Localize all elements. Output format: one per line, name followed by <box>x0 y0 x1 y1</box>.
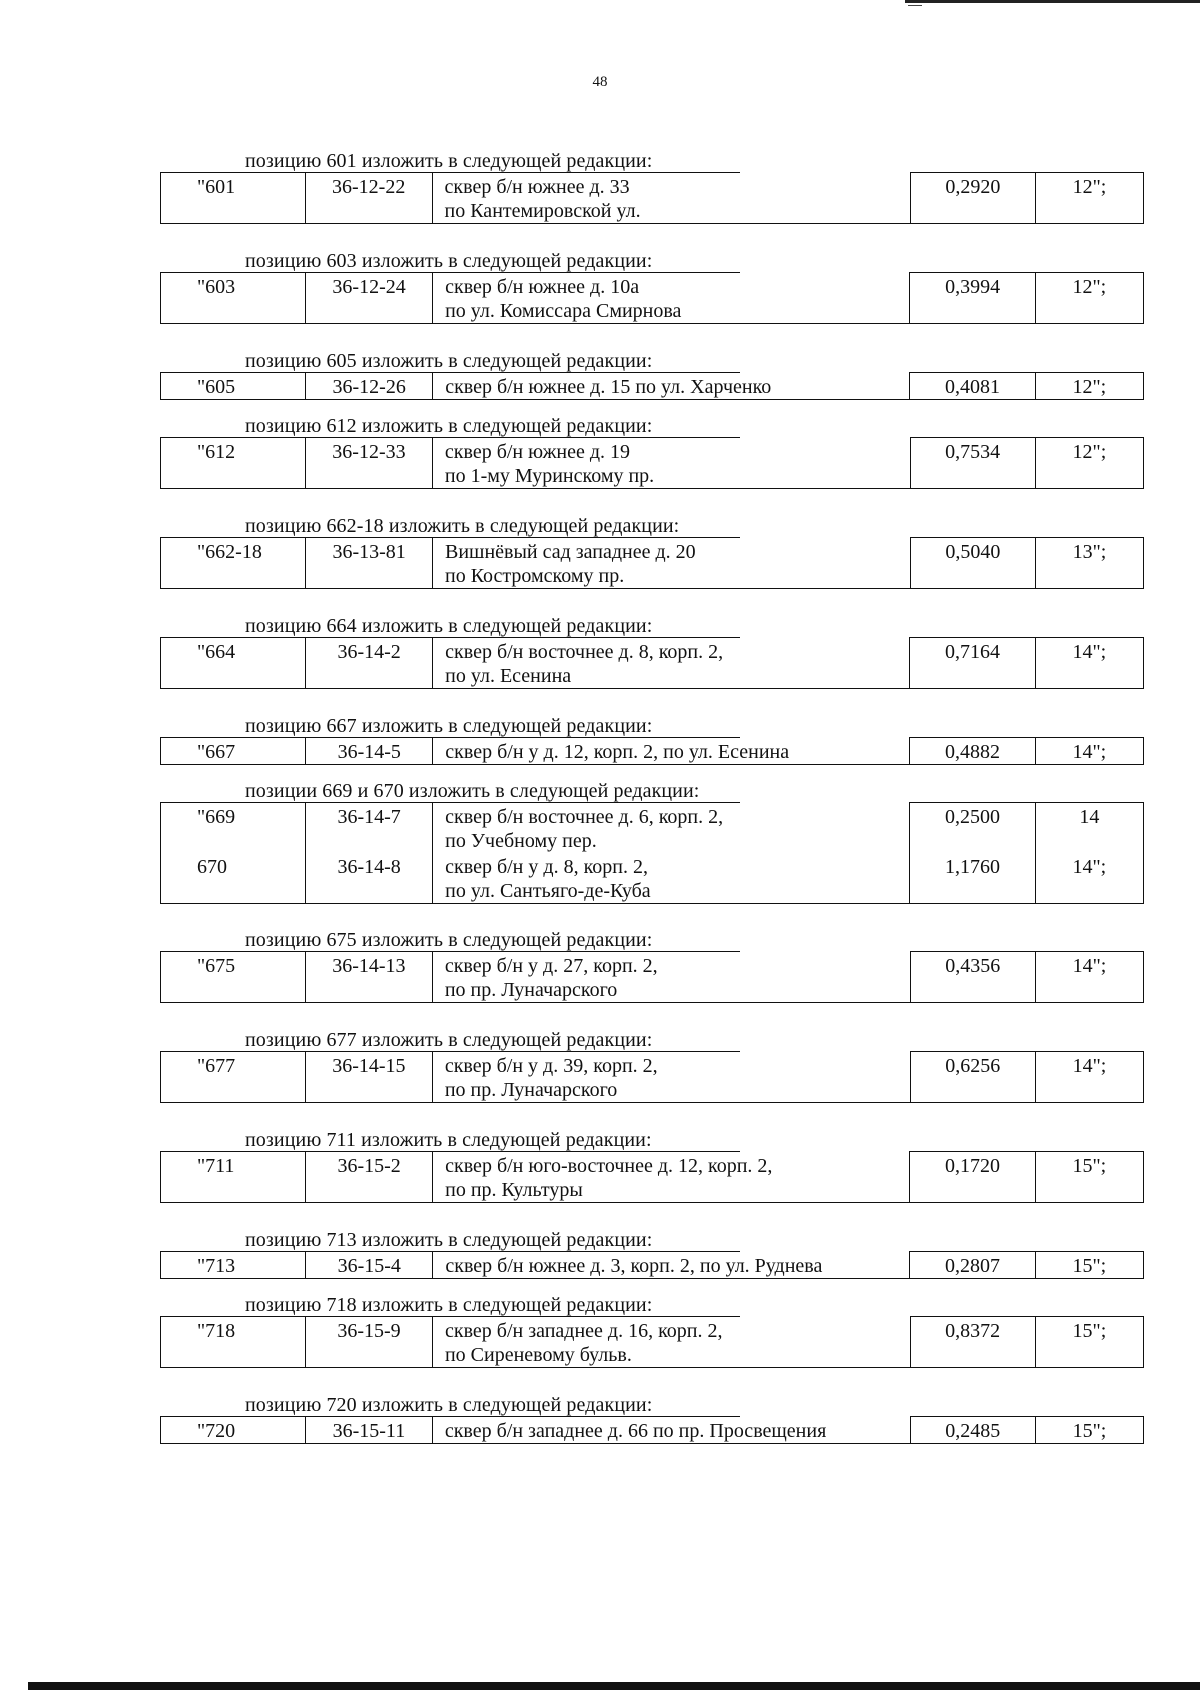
object-description-cell <box>433 803 910 853</box>
area-cell: 0,2807 <box>910 1252 1035 1279</box>
description-line-2: по Кантемировской ул. <box>444 199 641 222</box>
table-row <box>161 803 1144 853</box>
area-cell: 0,4882 <box>910 738 1035 765</box>
table-row <box>161 438 1144 489</box>
cadastral-code-cell: 36-12-26 <box>306 373 433 400</box>
cadastral-code-cell: 36-13-81 <box>306 538 433 589</box>
cadastral-code-cell: 36-15-2 <box>306 1152 433 1203</box>
object-description-cell <box>432 173 910 224</box>
area-cell: 0,4081 <box>910 373 1035 400</box>
position-number-cell: "664 <box>161 638 306 689</box>
position-table <box>160 272 1144 324</box>
amendment-heading: позиции 669 и 670 изложить в следующей редакции: <box>245 780 700 802</box>
amendment-block <box>0 415 1200 515</box>
description-line-2: по 1-му Муринскому пр. <box>444 464 655 487</box>
amendment-block <box>0 1294 1200 1394</box>
object-description-cell <box>433 853 910 904</box>
object-description-cell <box>433 638 910 689</box>
amendment-heading: позицию 718 изложить в следующей редакции: <box>245 1294 653 1316</box>
description-line-1: сквер б/н юго-восточнее д. 12, корп. 2, <box>445 1154 773 1177</box>
object-description-cell <box>432 952 910 1003</box>
table-row <box>161 1417 1144 1444</box>
position-table <box>160 737 1144 765</box>
position-table <box>160 951 1144 1003</box>
description-line-1: сквер б/н у д. 8, корп. 2, <box>445 855 648 878</box>
position-table <box>160 172 1144 224</box>
area-cell: 0,4356 <box>910 952 1035 1003</box>
table-row <box>161 638 1144 689</box>
district-group-cell: 13"; <box>1035 538 1143 589</box>
district-group-cell: 12"; <box>1035 438 1143 489</box>
district-group-cell: 12"; <box>1035 373 1143 400</box>
area-cell: 0,7534 <box>910 438 1035 489</box>
amendment-heading: позицию 711 изложить в следующей редакции: <box>245 1129 652 1151</box>
description-line-1: сквер б/н у д. 27, корп. 2, <box>444 954 658 977</box>
amendment-heading: позицию 664 изложить в следующей редакции: <box>245 615 653 637</box>
description-line-1: сквер б/н южнее д. 15 по ул. Харченко <box>445 375 772 398</box>
amendment-heading: позицию 675 изложить в следующей редакции: <box>245 929 653 951</box>
position-table <box>160 537 1144 589</box>
amendment-block <box>0 929 1200 1029</box>
description-line-2: по Костромскому пр. <box>445 564 625 587</box>
description-line-2: по ул. Есенина <box>445 664 572 687</box>
cadastral-code-cell: 36-14-5 <box>306 738 433 765</box>
amendment-heading: позицию 603 изложить в следующей редакции: <box>245 250 653 272</box>
position-number-cell: "662-18 <box>161 538 306 589</box>
object-description-cell <box>433 538 911 589</box>
description-line-2: по пр. Культуры <box>445 1178 583 1201</box>
cadastral-code-cell: 36-12-22 <box>305 173 432 224</box>
table-row <box>161 1317 1144 1368</box>
object-description-cell <box>433 1152 910 1203</box>
amendment-block <box>0 1129 1200 1229</box>
area-cell: 0,6256 <box>910 1052 1035 1103</box>
position-table <box>160 1151 1144 1203</box>
amendment-heading: позицию 601 изложить в следующей редакции: <box>245 150 653 172</box>
cadastral-code-cell: 36-12-24 <box>306 273 433 324</box>
cadastral-code-cell: 36-14-15 <box>305 1052 432 1103</box>
position-table <box>160 802 1144 904</box>
position-table <box>160 1251 1144 1279</box>
position-table <box>160 437 1144 489</box>
district-group-cell: 15"; <box>1035 1152 1143 1203</box>
position-number-cell: "711 <box>161 1152 306 1203</box>
description-line-1: сквер б/н у д. 12, корп. 2, по ул. Есенина <box>445 740 790 763</box>
object-description-cell <box>432 1317 910 1368</box>
amendment-list <box>0 150 1200 1459</box>
cadastral-code-cell: 36-15-11 <box>305 1417 432 1444</box>
scan-edge-top <box>905 0 1200 3</box>
position-number-cell: "677 <box>161 1052 306 1103</box>
position-number-cell: "713 <box>161 1252 306 1279</box>
district-group-cell: 15"; <box>1035 1317 1143 1368</box>
cadastral-code-cell: 36-14-2 <box>306 638 433 689</box>
amendment-heading: позицию 713 изложить в следующей редакции: <box>245 1229 653 1251</box>
scan-edge-tick <box>908 5 922 6</box>
area-cell: 0,2920 <box>910 173 1035 224</box>
description-line-1: сквер б/н южнее д. 33 <box>444 175 630 198</box>
area-cell: 0,7164 <box>910 638 1035 689</box>
description-line-1: сквер б/н у д. 39, корп. 2, <box>444 1054 658 1077</box>
area-cell: 1,1760 <box>910 853 1035 904</box>
area-cell: 0,8372 <box>910 1317 1035 1368</box>
object-description-cell <box>432 1417 910 1444</box>
area-cell: 0,2500 <box>910 803 1035 853</box>
table-row <box>161 952 1144 1003</box>
area-cell: 0,3994 <box>910 273 1035 324</box>
description-line-1: сквер б/н западнее д. 66 по пр. Просвещения <box>444 1419 827 1442</box>
position-table <box>160 637 1144 689</box>
table-row <box>161 373 1144 400</box>
amendment-block <box>0 250 1200 350</box>
description-line-2: по Сиреневому бульв. <box>444 1343 632 1366</box>
amendment-heading: позицию 677 изложить в следующей редакции: <box>245 1029 653 1051</box>
district-group-cell: 14"; <box>1035 952 1143 1003</box>
district-group-cell: 14"; <box>1035 1052 1143 1103</box>
amendment-block <box>0 515 1200 615</box>
position-number-cell: "603 <box>161 273 306 324</box>
cadastral-code-cell: 36-12-33 <box>306 438 433 489</box>
position-table <box>160 372 1144 400</box>
amendment-block <box>0 1029 1200 1129</box>
description-line-1: сквер б/н западнее д. 16, корп. 2, <box>444 1319 723 1342</box>
amendment-block <box>0 1394 1200 1459</box>
description-line-2: по Учебному пер. <box>445 829 597 852</box>
amendment-block <box>0 615 1200 715</box>
position-number-cell: "675 <box>161 952 306 1003</box>
object-description-cell <box>432 1052 910 1103</box>
description-line-1: Вишнёвый сад западнее д. 20 <box>445 540 696 563</box>
description-line-2: по ул. Сантьяго-де-Куба <box>445 879 651 902</box>
table-row <box>161 273 1144 324</box>
district-group-cell: 14"; <box>1035 638 1143 689</box>
description-line-1: сквер б/н южнее д. 19 <box>444 440 631 463</box>
description-line-2: по пр. Луначарского <box>444 978 618 1001</box>
amendment-block <box>0 150 1200 250</box>
description-line-1: сквер б/н южнее д. 10а <box>445 275 640 298</box>
description-line-2: по пр. Луначарского <box>444 1078 618 1101</box>
position-number-cell: "718 <box>161 1317 306 1368</box>
position-number-cell: "601 <box>161 173 306 224</box>
object-description-cell <box>433 1252 910 1279</box>
position-number-cell: "612 <box>161 438 306 489</box>
object-description-cell <box>433 373 910 400</box>
area-cell: 0,2485 <box>910 1417 1035 1444</box>
description-line-2: по ул. Комиссара Смирнова <box>445 299 682 322</box>
amendment-heading: позицию 720 изложить в следующей редакции: <box>245 1394 653 1416</box>
cadastral-code-cell: 36-15-4 <box>306 1252 433 1279</box>
area-cell: 0,1720 <box>910 1152 1035 1203</box>
table-row <box>161 1252 1144 1279</box>
position-table <box>160 1416 1144 1444</box>
area-cell: 0,5040 <box>910 538 1035 589</box>
district-group-cell: 15"; <box>1035 1252 1143 1279</box>
amendment-heading: позицию 612 изложить в следующей редакции: <box>245 415 653 437</box>
table-row <box>161 853 1144 904</box>
position-table <box>160 1316 1144 1368</box>
description-line-1: сквер б/н восточнее д. 6, корп. 2, <box>445 805 724 828</box>
amendment-heading: позицию 662-18 изложить в следующей редакции: <box>245 515 680 537</box>
page-number: 48 <box>592 74 608 90</box>
table-row <box>161 1152 1144 1203</box>
cadastral-code-cell: 36-15-9 <box>306 1317 433 1368</box>
district-group-cell: 14"; <box>1035 738 1143 765</box>
cadastral-code-cell: 36-14-8 <box>306 853 433 904</box>
amendment-block <box>0 780 1200 929</box>
position-number-cell: "720 <box>161 1417 306 1444</box>
description-line-1: сквер б/н южнее д. 3, корп. 2, по ул. Руднева <box>445 1254 823 1277</box>
object-description-cell <box>432 438 910 489</box>
object-description-cell <box>433 738 910 765</box>
position-table <box>160 1051 1144 1103</box>
description-line-1: сквер б/н восточнее д. 8, корп. 2, <box>445 640 724 663</box>
scan-edge-bottom <box>28 1682 1200 1690</box>
position-number-cell: "667 <box>161 738 306 765</box>
district-group-cell: 14"; <box>1035 853 1143 904</box>
district-group-cell: 12"; <box>1035 273 1143 324</box>
amendment-block <box>0 715 1200 780</box>
district-group-cell: 14 <box>1035 803 1143 853</box>
cadastral-code-cell: 36-14-7 <box>306 803 433 853</box>
amendment-heading: позицию 605 изложить в следующей редакции: <box>245 350 653 372</box>
position-number-cell: "669 <box>161 803 306 853</box>
table-row <box>161 173 1144 224</box>
position-number-cell: "605 <box>161 373 306 400</box>
table-row <box>161 538 1144 589</box>
position-number-cell: 670 <box>161 853 306 904</box>
cadastral-code-cell: 36-14-13 <box>305 952 432 1003</box>
district-group-cell: 12"; <box>1035 173 1143 224</box>
table-row <box>161 738 1144 765</box>
amendment-heading: позицию 667 изложить в следующей редакции: <box>245 715 653 737</box>
amendment-block <box>0 350 1200 415</box>
district-group-cell: 15"; <box>1035 1417 1143 1444</box>
object-description-cell <box>433 273 910 324</box>
amendment-block <box>0 1229 1200 1294</box>
table-row <box>161 1052 1144 1103</box>
